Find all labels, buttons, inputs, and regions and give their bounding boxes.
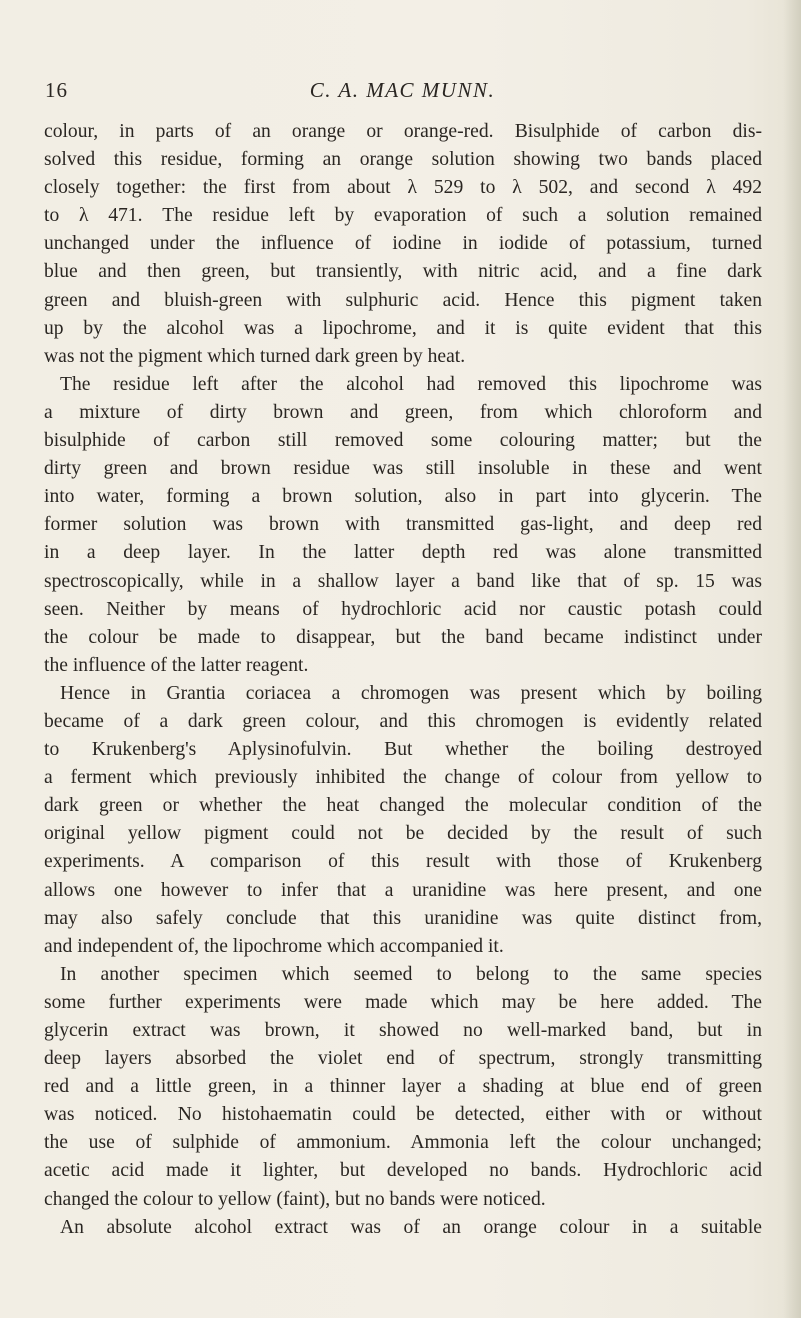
text-line: into water, forming a brown solution, also in part into glycerin. The bbox=[44, 486, 762, 508]
text-line: closely together: the first from about λ 529 to λ 502, and second λ 492 bbox=[44, 177, 762, 199]
text-line: allows one however to infer that a uranidine was here present, and one bbox=[44, 879, 762, 901]
text-line: to λ 471. The residue left by evaporation of such a solution remained bbox=[44, 205, 762, 227]
text-line: seen. Neither by means of hydrochloric acid nor caustic potash could bbox=[44, 598, 762, 620]
text-line: original yellow pigment could not be decided by the result of such bbox=[44, 823, 762, 845]
text-line: the influence of the latter reagent. bbox=[44, 654, 309, 676]
text-line: the colour be made to disappear, but the band became indistinct under bbox=[44, 626, 762, 648]
running-head: C. A. MAC MUNN. bbox=[309, 78, 496, 102]
text-line: was not the pigment which turned dark green by heat. bbox=[44, 345, 466, 367]
body-text bbox=[44, 118, 762, 1242]
text-line: green and bluish-green with sulphuric acid. Hence this pigment taken bbox=[44, 289, 762, 311]
text-line: The residue left after the alcohol had removed this lipochrome was bbox=[60, 373, 762, 395]
text-line: deep layers absorbed the violet end of spectrum, strongly transmitting bbox=[44, 1048, 762, 1070]
text-line: blue and then green, but transiently, with nitric acid, and a fine dark bbox=[44, 261, 762, 283]
text-line: the use of sulphide of ammonium. Ammonia left the colour unchanged; bbox=[44, 1132, 762, 1154]
text-line: was noticed. No histohaematin could be detected, either with or without bbox=[44, 1104, 762, 1126]
text-line: may also safely conclude that this uranidine was quite distinct from, bbox=[44, 907, 762, 929]
text-line: solved this residue, forming an orange solution showing two bands placed bbox=[44, 149, 762, 171]
text-line: and independent of, the lipochrome which accompanied it. bbox=[44, 935, 504, 957]
text-line: Hence in Grantia coriacea a chromogen was present which by boiling bbox=[60, 682, 762, 704]
text-line: became of a dark green colour, and this chromogen is evidently related bbox=[44, 710, 762, 732]
text-line: in a deep layer. In the latter depth red was alone transmitted bbox=[44, 542, 762, 564]
text-line: spectroscopically, while in a shallow layer a band like that of sp. 15 was bbox=[44, 570, 762, 592]
text-line: a ferment which previously inhibited the change of colour from yellow to bbox=[44, 767, 762, 789]
text-line: former solution was brown with transmitted gas-light, and deep red bbox=[44, 514, 762, 536]
text-line: unchanged under the influence of iodine in iodide of potassium, turned bbox=[44, 233, 762, 255]
text-line: dirty green and brown residue was still insoluble in these and went bbox=[44, 458, 762, 480]
text-line: to Krukenberg's Aplysinofulvin. But whether the boiling destroyed bbox=[44, 739, 762, 761]
text-line: colour, in parts of an orange or orange-red. Bisulphide of carbon dis- bbox=[44, 121, 762, 142]
page-header bbox=[45, 78, 760, 108]
text-line: a mixture of dirty brown and green, from which chloroform and bbox=[44, 401, 762, 423]
text-line: changed the colour to yellow (faint), but no bands were noticed. bbox=[44, 1188, 546, 1210]
page-edge-shadow bbox=[783, 0, 801, 1318]
text-line: bisulphide of carbon still removed some colouring matter; but the bbox=[44, 430, 762, 452]
text-line: glycerin extract was brown, it showed no well-marked band, but in bbox=[44, 1020, 762, 1041]
text-line: some further experiments were made which may be here added. The bbox=[44, 991, 762, 1013]
text-line: dark green or whether the heat changed the molecular condition of the bbox=[44, 795, 762, 817]
text-line: In another specimen which seemed to belong to the same species bbox=[60, 963, 762, 985]
text-line: An absolute alcohol extract was of an orange colour in a suitable bbox=[60, 1216, 762, 1238]
text-line: acetic acid made it lighter, but developed no bands. Hydrochloric acid bbox=[44, 1160, 762, 1182]
text-line: red and a little green, in a thinner layer a shading at blue end of green bbox=[44, 1076, 762, 1098]
text-line: up by the alcohol was a lipochrome, and it is quite evident that this bbox=[44, 317, 762, 339]
text-line: experiments. A comparison of this result with those of Krukenberg bbox=[44, 851, 762, 873]
page-number: 16 bbox=[45, 78, 68, 102]
